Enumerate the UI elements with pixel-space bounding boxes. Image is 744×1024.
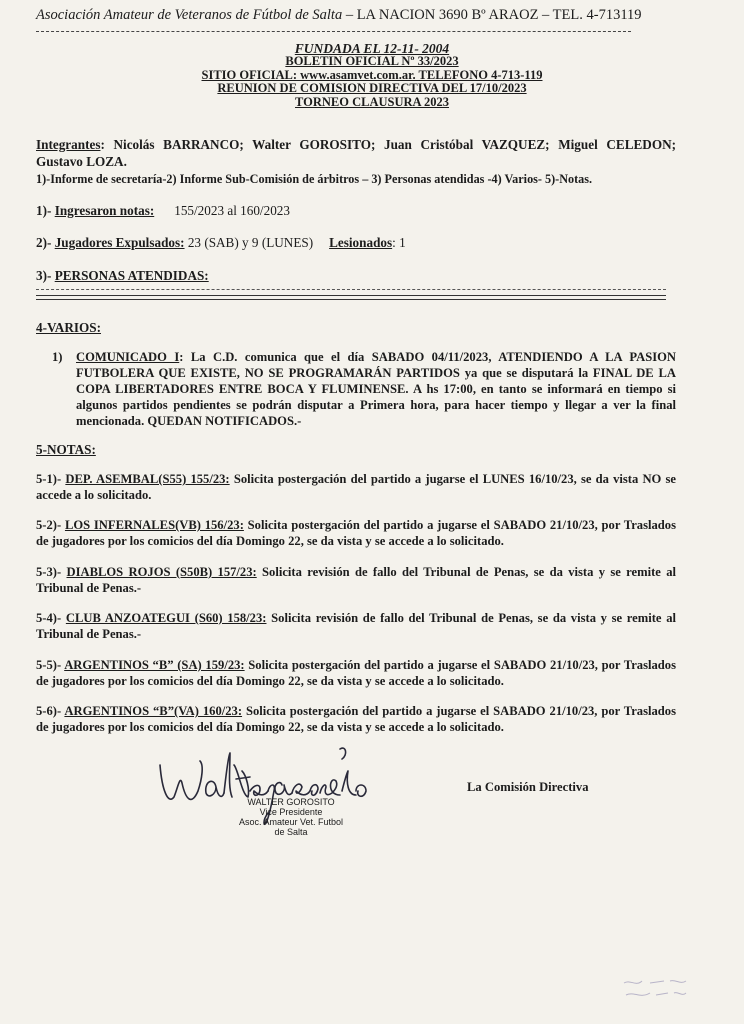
note-5-1 [36,472,676,503]
note-text: Solicita postergación del partido a jugarse el LUNES 16/10/23, se da vista NO se accede a lo solicitado. [36,472,677,502]
stamp-title: Vice Presidente [259,807,323,817]
note-text: Solicita postergación del partido a jugarse el SABADO 21/10/23, por Traslados de jugadores por los comicios del día Domingo 22, se da vista y se accede a lo solicitado. [36,518,676,548]
letterhead-rule [36,31,631,32]
section-3-double-rule [36,295,666,300]
founded-line: FUNDADA EL 12-11- 2004 [294,41,450,56]
announcement-item [52,349,676,429]
note-5-5 [36,658,676,689]
members-section [36,136,676,170]
stamp-name: WALTER GOROSITO [247,797,335,807]
section-3-label: PERSONAS ATENDIDAS: [54,268,209,283]
section-2-prefix: 2)- [36,235,55,250]
association-name: Asociación Amateur de Veteranos de Fútbol de Salta [36,7,343,23]
note-5-6 [36,704,676,735]
note-number: 5-2)- [36,518,65,532]
section-4-heading: 4-VARIOS: [36,320,101,335]
note-text: Solicita postergación del partido a jugarse el SABADO 21/10/23, por Traslados de jugadores por los comicios del día Domingo 22, se da vista y se accede a lo solicitado. [36,704,676,734]
section-3-dashed-rule [36,289,666,290]
section-2-label: Jugadores Expulsados: [54,235,185,250]
tournament-line: TORNEO CLAUSURA 2023 [295,94,449,109]
note-5-3 [36,565,676,596]
note-number: 5-6)- [36,704,65,718]
note-title: ARGENTINOS “B”(VA) 160/23: [64,704,243,718]
section-5-heading: 5-NOTAS: [36,442,96,457]
section-3-prefix: 3)- [36,268,55,283]
note-text: Solicita postergación del partido a jugarse el SABADO 21/10/23, por Traslados de jugadores por los comicios del día Domingo 22, se da vista y se accede a lo solicitado. [36,658,677,688]
letterhead [36,7,708,24]
note-title: DEP. ASEMBAL(S55) 155/23: [65,472,230,486]
note-text: Solicita revisión de fallo del Tribunal de Penas, se da vista y se remite al Tribunal de Penas.- [36,611,676,641]
section-1-value: 155/2023 al 160/2023 [174,203,290,218]
association-address: – LA NACION 3690 Bº ARAOZ – TEL. 4-713119 [342,7,642,23]
note-title: CLUB ANZOATEGUI (S60) 158/23: [65,611,267,625]
official-site: SITIO OFICIAL: www.asamvet.com.ar. TELEFONO 4-713-119 [201,67,543,82]
bulletin-number: BOLETIN OFICIAL Nº 33/2023 [285,54,459,69]
closing-signatory: La Comisión Directiva [467,780,589,794]
stamp-organization: Asoc. Amateur Vet. Futbol de Salta [238,817,344,837]
announcement-title: COMUNICADO I [76,350,180,364]
section-1-prefix: 1)- [36,203,55,218]
meeting-line: REUNION DE COMISION DIRECTIVA DEL 17/10/2023 [217,81,527,96]
note-title: ARGENTINOS “B” (SA) 159/23: [64,658,245,672]
injured-value: : 1 [392,235,406,250]
section-1 [36,203,676,219]
members-names: : Nicolás BARRANCO; Walter GOROSITO; Juan Cristóbal VAZQUEZ; Miguel CELEDON; Gustavo LOZA. [36,137,676,169]
section-2-value: 23 (SAB) y 9 (LUNES) [184,235,314,250]
section-1-label: Ingresaron notas: [54,203,155,218]
agenda-line: 1)-Informe de secretaría-2) Informe Sub-Comisión de árbitros – 3) Personas atendidas -4) Varios- 5)-Notas. [36,172,593,186]
note-number: 5-5)- [36,658,65,672]
note-5-2 [36,518,676,549]
signature-stamp [236,797,346,837]
note-title: DIABLOS ROJOS (S50B) 157/23: [66,565,257,579]
section-3 [36,268,676,284]
bulletin-header [40,42,704,109]
note-number: 5-1)- [36,472,66,486]
announcement-number: 1) [52,350,63,364]
note-text: Solicita revisión de fallo del Tribunal de Penas, se da vista y se remite al Tribunal de Penas.- [36,565,676,595]
injured-label: Lesionados [329,235,393,250]
note-number: 5-4)- [36,611,66,625]
margin-scribble [620,975,690,1005]
note-title: LOS INFERNALES(VB) 156/23: [64,518,244,532]
announcement-text: : La C.D. comunica que el día SABADO 04/11/2023, ATENDIENDO A LA PASION FUTBOLERA QUE EXISTE, NO SE PROGRAMARÁN PARTIDOS ya que se disputará la FINAL DE LA COPA LIBERTADORES ENTRE BOCA Y FLUMINENSE. A hs 17:00, en tanto se informará en tiempo si algunos partidos pendientes se podrán disputar a Primera hora, para hacer tiempo y llegar a ver la final mencionada. QUEDAN NOTIFICADOS.- [76,350,676,428]
note-5-4 [36,611,676,642]
section-2 [36,235,676,251]
members-label: Integrantes [36,137,101,152]
note-number: 5-3)- [36,565,67,579]
